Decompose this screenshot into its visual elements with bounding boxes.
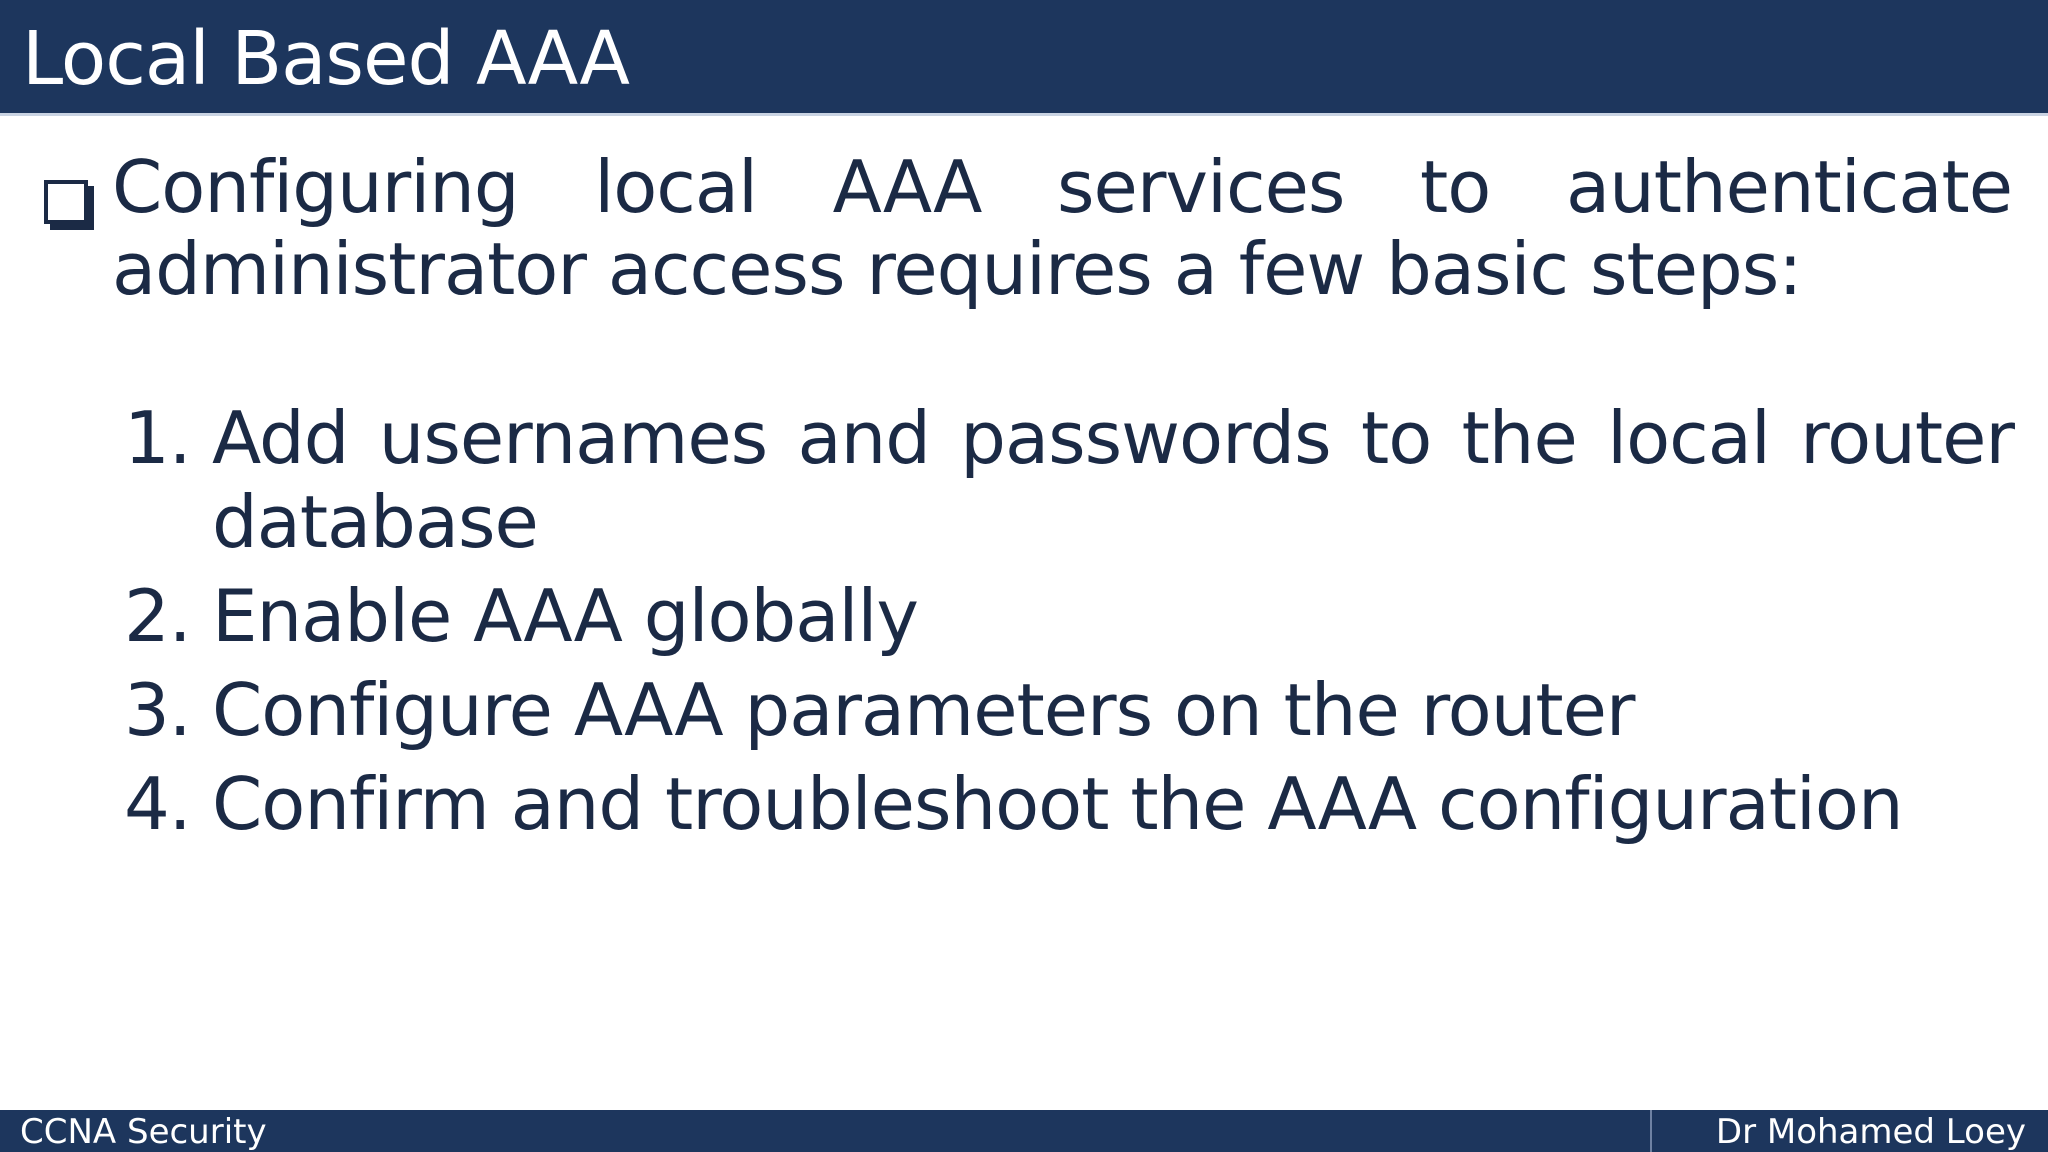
step-number: 2. xyxy=(124,574,191,658)
step-number: 4. xyxy=(124,762,191,846)
step-item xyxy=(124,396,2014,564)
square-bullet-icon xyxy=(44,180,88,224)
slide-title: Local Based AAA xyxy=(22,16,629,102)
footer-divider xyxy=(1650,1110,1652,1152)
step-text: Configure AAA parameters on the router xyxy=(212,668,1635,752)
title-bar xyxy=(0,0,2048,116)
step-text: Add usernames and passwords to the local router database xyxy=(212,396,2014,564)
step-number: 1. xyxy=(124,396,191,480)
step-item xyxy=(124,574,2014,658)
step-text: Confirm and troubleshoot the AAA configuration xyxy=(212,762,1903,846)
footer-course: CCNA Security xyxy=(20,1112,267,1152)
steps-list xyxy=(124,396,2014,856)
step-text: Enable AAA globally xyxy=(212,574,918,658)
bullet-text: Configuring local AAA services to authenticate administrator access requires a few basic steps: xyxy=(112,145,2012,311)
slide-content xyxy=(0,116,2048,1110)
step-item xyxy=(124,762,2014,846)
footer-bar xyxy=(0,1110,2048,1152)
step-number: 3. xyxy=(124,668,191,752)
footer-author: Dr Mohamed Loey xyxy=(1715,1112,2026,1152)
step-item xyxy=(124,668,2014,752)
